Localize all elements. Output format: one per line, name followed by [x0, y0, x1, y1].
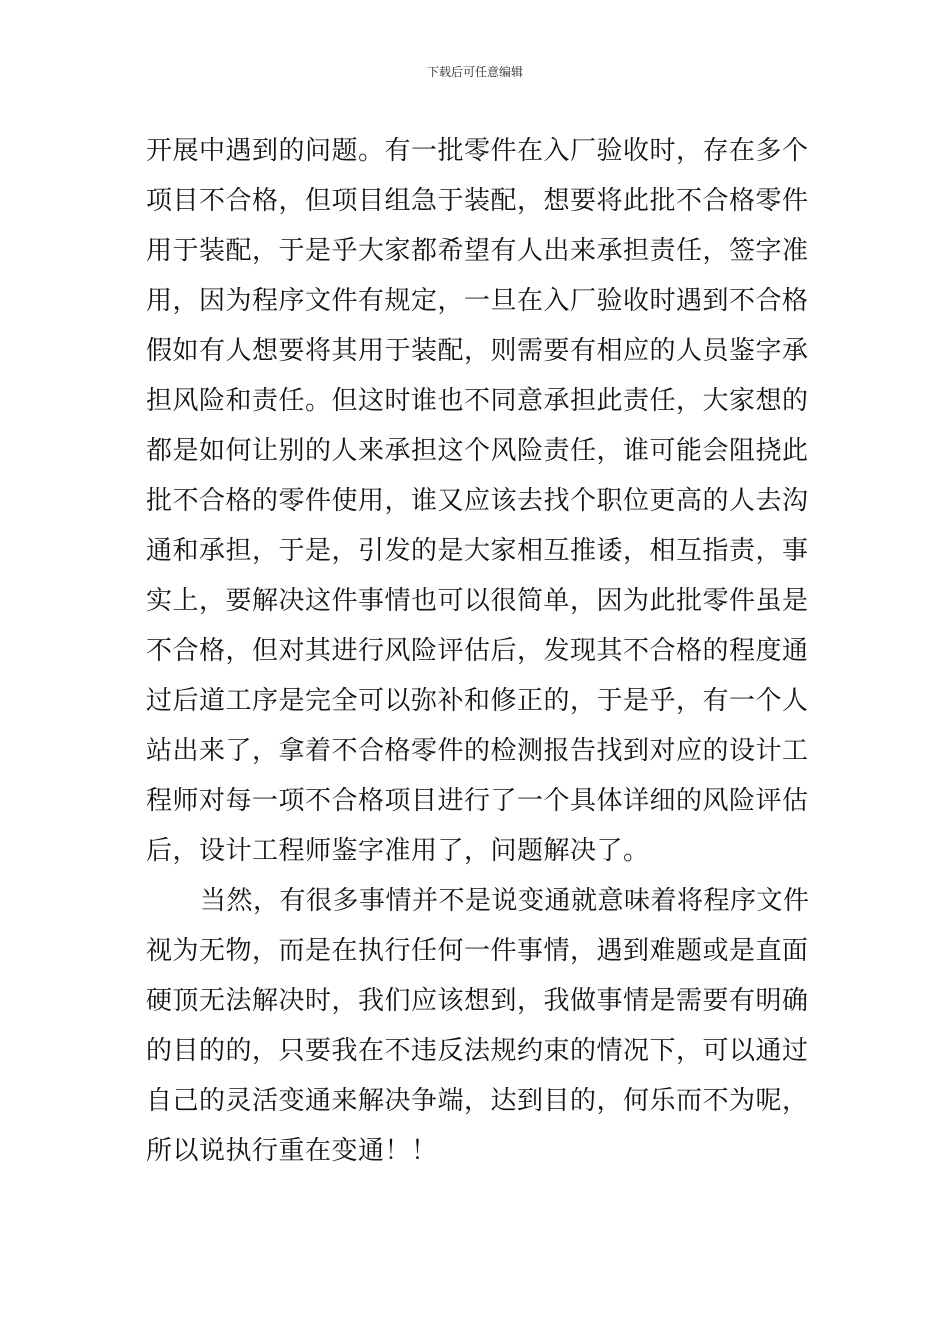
- text-line: 批不合格的零件使用，谁又应该去找个职位更高的人去沟: [146, 486, 809, 516]
- text-line: 视为无物，而是在执行任何一件事情，遇到难题或是直面: [146, 936, 809, 966]
- text-line: 不合格，但对其进行风险评估后，发现其不合格的程度通: [146, 636, 809, 666]
- text-line: 后，设计工程师鉴字准用了，问题解决了。: [146, 836, 650, 866]
- text-line: 担风险和责任。但这时谁也不同意承担此责任，大家想的: [146, 386, 809, 416]
- text-line: 所以说执行重在变通！！: [146, 1136, 438, 1166]
- text-line: 硬顶无法解决时，我们应该想到，我做事情是需要有明确: [146, 986, 809, 1016]
- text-line: 的目的的，只要我在不违反法规约束的情况下，可以通过: [146, 1036, 809, 1066]
- page-header: 下载后可任意编辑: [426, 65, 523, 79]
- text-line: 实上，要解决这件事情也可以很简单，因为此批零件虽是: [146, 586, 809, 616]
- text-line: 站出来了，拿着不合格零件的检测报告找到对应的设计工: [146, 736, 809, 766]
- paragraph-2: [146, 876, 826, 1176]
- text-line: 程师对每一项不合格项目进行了一个具体详细的风险评估: [146, 786, 809, 816]
- text-line: 通和承担，于是，引发的是大家相互推诿，相互指责，事: [146, 536, 809, 566]
- text-line: 自己的灵活变通来解决争端，达到目的，何乐而不为呢，: [146, 1086, 809, 1116]
- text-line: 开展中遇到的问题。有一批零件在入厂验收时，存在多个: [146, 136, 809, 166]
- text-line: 过后道工序是完全可以弥补和修正的，于是乎，有一个人: [146, 686, 809, 716]
- text-line: 都是如何让别的人来承担这个风险责任，谁可能会阻挠此: [146, 436, 809, 466]
- text-line: 用于装配，于是乎大家都希望有人出来承担责任，签字准: [146, 236, 809, 266]
- text-line: 项目不合格，但项目组急于装配，想要将此批不合格零件: [146, 186, 809, 216]
- text-line: 当然，有很多事情并不是说变通就意味着将程序文件: [200, 886, 810, 916]
- text-line: 假如有人想要将其用于装配，则需要有相应的人员鉴字承: [146, 336, 809, 366]
- text-line: 用，因为程序文件有规定，一旦在入厂验收时遇到不合格: [146, 286, 809, 316]
- paragraph-1: [146, 126, 826, 876]
- document-body: [146, 126, 826, 1176]
